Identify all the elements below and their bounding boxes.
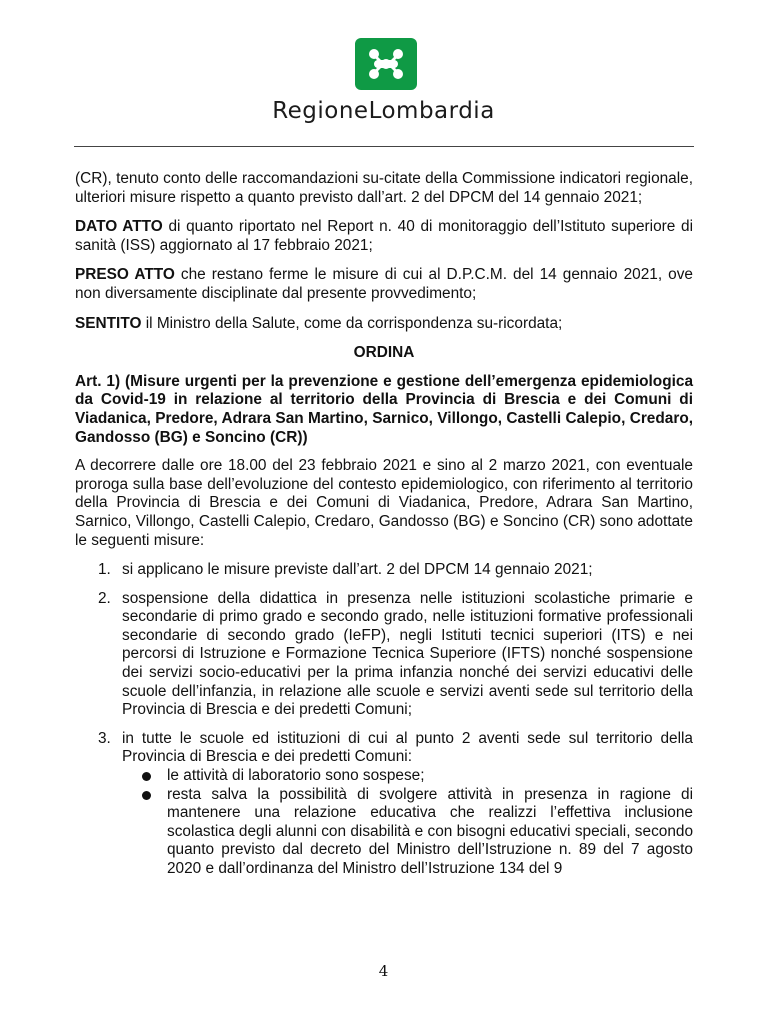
brand-name: RegioneLombardia (272, 98, 495, 124)
item-text: sospensione della didattica in presenza nelle istituzioni scolastiche primarie e secondarie di primo grado e secondo grado, nelle istituzioni formative professionali secondarie di secondo grado (IeFP), negli Istituti tecnici superiori (ITS) e nei percorsi di Istruzione e Formazione Tecnica Superiore (IFTS) nonché sospensione dei servizi socio-educativi per la prima infanzia nonché dei servizi educativi delle scuole dell’infanzia, in relazione alle scuole e servizi aventi sede sul territorio della Provincia di Brescia e dei predetti Comuni; (122, 589, 693, 719)
paragraph-keyword: PRESO ATTO (75, 266, 175, 284)
bullet-text: resta salva la possibilità di svolgere attività in presenza in ragione di mantenere una relazione educativa che realizzi l’effettiva inclusione scolastica degli alunni con disabilità e con bisogni educativi speciali, secondo quanto previsto dal decreto del Ministro dell’Istruzione n. 89 del 7 agosto 2020 e dall’ordinanza del Ministro dell’Istruzione 134 del 9 (167, 785, 693, 877)
paragraph-keyword: SENTITO (75, 314, 142, 332)
list-item (75, 590, 693, 720)
item-number: 1. (98, 561, 111, 579)
item-text: si applicano le misure previste dall’art. 2 del DPCM 14 gennaio 2021; (122, 561, 593, 579)
regione-lombardia-logo (355, 38, 417, 90)
paragraph-dato-atto: DATO ATTO di quanto riportato nel Report n. 40 di monitoraggio dell’Istituto superiore di sanità (ISS) aggiornato al 17 febbraio 2021; (75, 218, 693, 254)
paragraph-sentito: SENTITO il Ministro della Salute, come da corrispondenza su-ricordata; (75, 314, 563, 332)
list-item (75, 730, 693, 879)
ordina-heading: ORDINA (353, 344, 415, 362)
bullet-icon (142, 772, 151, 781)
paragraph-preso-atto: PRESO ATTO che restano ferme le misure di cui al D.P.C.M. del 14 gennaio 2021, ove non diversamente disciplinate dal presente provvedimento; (75, 266, 693, 302)
lombardy-rosa-camuna-icon (363, 44, 409, 84)
bullet-icon (142, 791, 151, 800)
item-number: 2. (98, 589, 111, 607)
list-item (75, 561, 693, 580)
header-divider (74, 146, 694, 147)
paragraph-keyword: DATO ATTO (75, 218, 163, 236)
document-body (75, 170, 693, 889)
article-heading: Art. 1) (Misure urgenti per la prevenzione e gestione dell’emergenza epidemiologica da Covid-19 in relazione al territorio della Provincia di Brescia e dei Comuni di Viadanica, Predore, Adrara San Martino, Sarnico, Villongo, Castelli Calepio, Credaro, Gandosso (BG) e Soncino (CR)) (75, 372, 693, 446)
article-intro: A decorrere dalle ore 18.00 del 23 febbraio 2021 e sino al 2 marzo 2021, con eventuale proroga sulla base dell’evoluzione del contesto epidemiologico, con riferimento al territorio della Provincia di Brescia e dei Comuni di Viadanica, Predore, Adrara San Martino, Sarnico, Villongo, Castelli Calepio, Credaro, Gandosso (BG) e Soncino (CR) sono adottate le seguenti misure: (75, 457, 693, 549)
bullet-item (122, 767, 693, 786)
paragraph-intro: (CR), tenuto conto delle raccomandazioni su-citate della Commissione indicatori regionale, ulteriori misure rispetto a quanto previsto dall’art. 2 del DPCM del 14 gennaio 2021; (75, 170, 693, 206)
page-number: 4 (378, 962, 389, 980)
bullet-item (122, 786, 693, 879)
item-number: 3. (98, 729, 111, 747)
item-text: in tutte le scuole ed istituzioni di cui al punto 2 aventi sede sul territorio della Provincia di Brescia e dei predetti Comuni: (122, 729, 693, 766)
measures-list (75, 561, 693, 879)
bullet-text: le attività di laboratorio sono sospese; (167, 767, 425, 785)
sub-bullet-list (122, 767, 693, 879)
